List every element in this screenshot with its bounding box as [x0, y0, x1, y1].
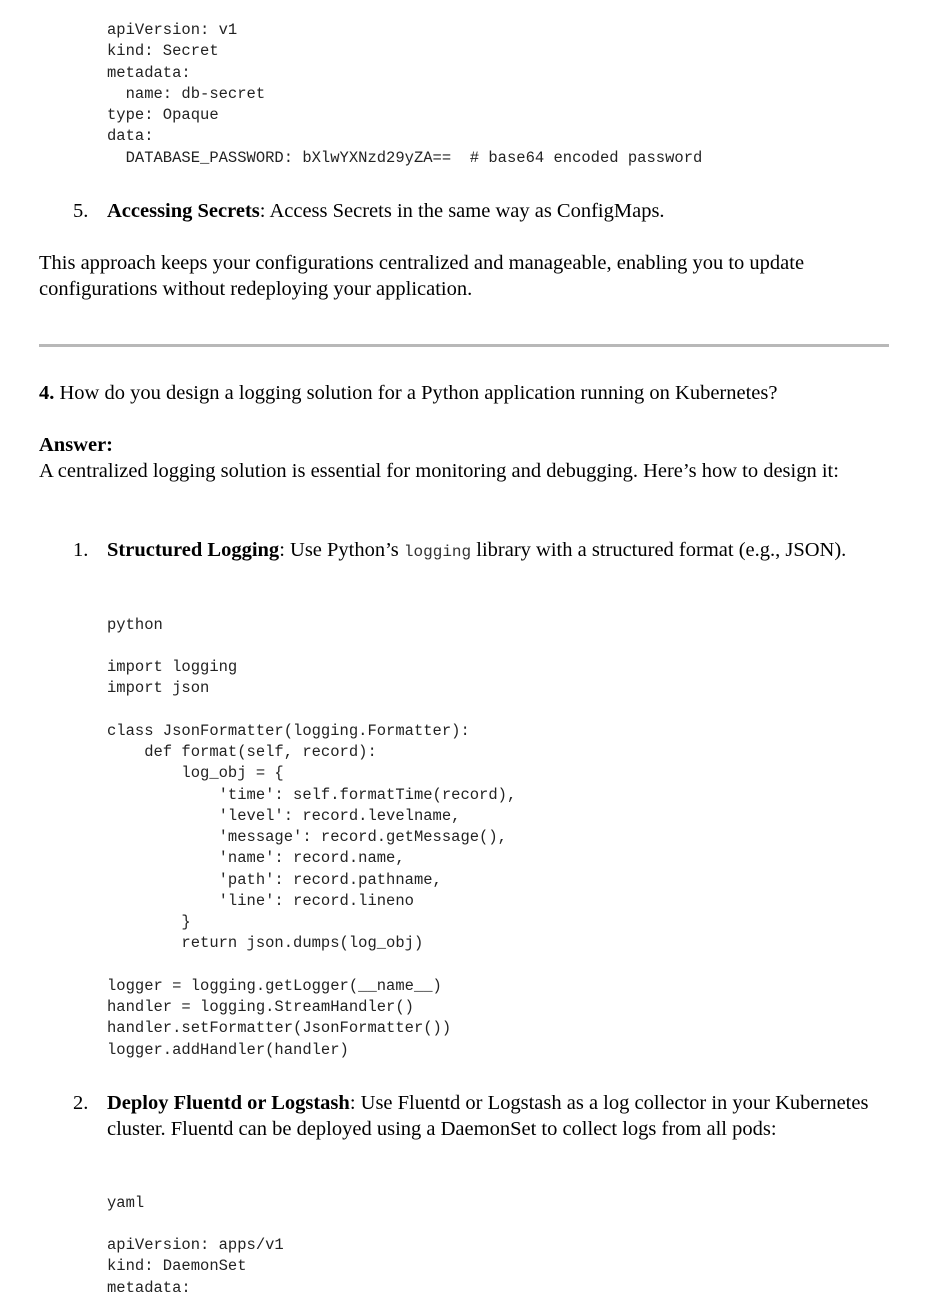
yaml-language-label: yaml [107, 1194, 145, 1212]
daemonset-yaml-code: apiVersion: apps/v1 kind: DaemonSet metadata: [107, 1236, 284, 1297]
logging-inline-code: logging [403, 543, 472, 561]
step2-text [107, 1090, 897, 1142]
section-divider [39, 344, 889, 347]
step1-number: 1. [73, 539, 89, 561]
item5-number: 5. [73, 200, 89, 222]
step2-number: 2. [73, 1092, 89, 1114]
question-heading [39, 380, 899, 406]
step1-text [107, 537, 877, 565]
step2-title: Deploy Fluentd or Logstash [107, 1092, 350, 1114]
step1-title: Structured Logging [107, 539, 280, 561]
step2-body: : Use Fluentd or Logstash as a log collector in your Kubernetes cluster. Fluentd can be deployed using a DaemonSet to collect logs from all pods: [107, 1092, 869, 1140]
question-number: 4. [39, 382, 55, 404]
secret-yaml-code: apiVersion: v1 kind: Secret metadata: name: db-secret type: Opaque data: DATABASE_PASSWORD: bXlwYXNzd29yZA== # base64 encoded password [107, 21, 703, 167]
step1-body-after: library with a structured format (e.g., JSON). [471, 539, 847, 561]
answer-intro: A centralized logging solution is essential for monitoring and debugging. Here’s how to design it: [39, 460, 839, 482]
item5-body: : Access Secrets in the same way as ConfigMaps. [259, 200, 665, 222]
python-code-block: import logging import json class JsonFormatter(logging.Formatter): def format(self, record): log_obj = { 'time': self.formatTime(record), 'level': record.levelname, 'message': record.getMessage(), 'name': record.name, 'path': record.pathname, 'line': record.lineno } return json.dumps(log_obj) logger = logging.getLogger(__name__) handler = logging.StreamHandler() handler.setFormatter(JsonFormatter()) logger.addHandler(handler) [107, 658, 517, 1059]
summary-paragraph: This approach keeps your configurations centralized and manageable, enabling you to update configurations without redeploying your application. [39, 252, 805, 300]
item5-title: Accessing Secrets [107, 200, 260, 222]
python-language-label: python [107, 616, 163, 634]
answer-label [39, 432, 899, 458]
question-text: How do you design a logging solution for a Python application running on Kubernetes? [54, 382, 778, 404]
item5-text [107, 198, 897, 224]
step1-body-before: : Use Python’s [279, 539, 404, 561]
answer-label-text: Answer: [39, 434, 114, 456]
